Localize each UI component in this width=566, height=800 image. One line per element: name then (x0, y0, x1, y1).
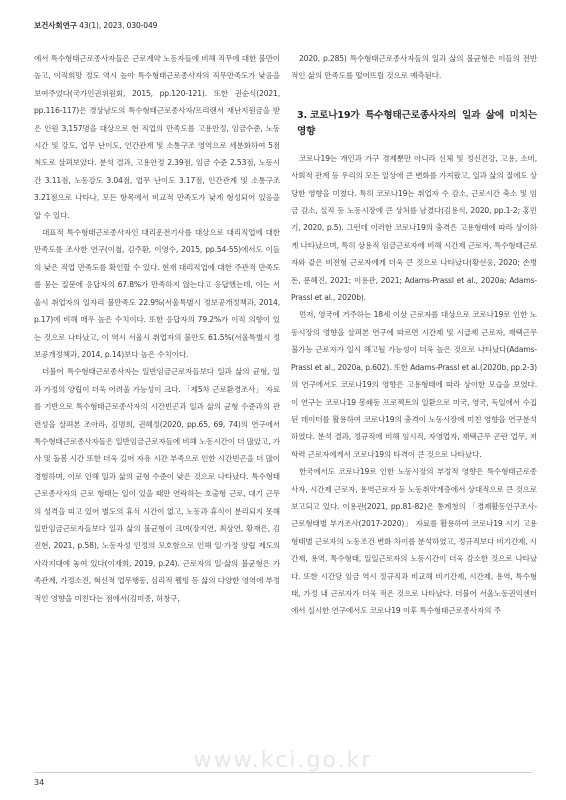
journal-citation: 43(1), 2023, 030-049 (76, 21, 158, 30)
section-heading (291, 108, 537, 140)
paragraph: 에서 특수형태근로종사자들은 근로계약 노동자들에 비해 직무에 대한 불만이 높고, 이직희망 정도 역시 높아 특수형태근로종사자의 직무만족도가 낮음을 보여주었다(국가인권위원회, 2015, pp.120-121). 또한 권순식(2021, pp.116-117)은 경상남도의 특수형태근로종사자/프리랜서 재난지원금을 받은 인원 3,157명을 대상으로 현 직업의 만족도를 고용안정, 임금수준, 노동시간 및 강도, 업무 난이도, 인간관계 및 소통구조 영역으로 세분화하여 5점 척도로 살펴보았다. 분석 결과, 고용안정 2.39점, 임금 수준 2.53점, 노동시간 3.11점, 노동강도 3.04점, 업무 난이도 3.17점, 인간관계 및 소통구조 3.21점으로 나타나, 모든 항목에서 비교적 만족도가 낮게 형성되어 있음을 알 수 있다. (34, 54, 280, 220)
running-header (34, 20, 157, 31)
paragraph: 더불어 특수형태근로종사자는 일반임금근로자들보다 일과 삶의 균형, 일과 가정의 양립이 더욱 어려울 가능성이 크다. 「제5차 근로환경조사」 자료를 기반으로 특수형태근로종사자의 시간빈곤과 일과 삶의 균형 수준과의 관련성을 살펴본 조아라, 김명희, 권혜정(2020, pp.65, 69, 74)의 연구에서 특수형태근로종사자들은 일반임금근로자들에 비해 노동시간이 더 많았고, 가사 및 돌봄 시간 또한 더욱 길어 자유 시간 부족으로 인한 시간빈곤을 더 많이 경험하며, 이로 인해 일과 삶의 균형 수준이 낮은 것으로 나타났다. 특수형태근로종사자의 근로 형태는 일이 있을 때만 연락하는 호출형 근로, 대기 근무의 성격을 띠고 있어 별도의 휴식 시간이 없고, 노동과 휴식이 분리되지 못해 일반임금근로자들보다 일과 삶의 불균형이 크며(장지연, 최상연, 황재은, 김진현, 2021, p.58), 노동자성 인정의 모호함으로 인해 일·가정 양립 제도의 사각지대에 놓여 있다(이재희, 2019, p.24). 근로자의 일·삶의 불균형은 가족관계, 가정소진, 혁신적 업무행동, 심리적 웰빙 등 삶의 다양한 영역에 부정적인 영향을 미친다는 점에서(김미종, 허창구, (34, 367, 280, 603)
journal-name: 보건사회연구 (34, 21, 77, 30)
watermark: www.kci.go.kr (193, 748, 373, 773)
paragraph: 코로나19는 개인과 가구 경제뿐만 아니라 신체 및 정신건강, 고용, 소비, 사회적 관계 등 우리의 모든 일상에 큰 변화를 가져왔고, 일과 삶의 질에도 상당한 영향을 미쳤다. 특히 코로나19는 취업자 수 감소, 근로시간 축소 및 임금 감소, 실직 등 노동시장에 큰 상처를 남겼다(김용식, 2020, pp.1-2; 홍민기, 2020, p.5). 그런데 이러한 코로나19의 충격은 고용형태에 따라 상이하게 나타났으며, 특히 상용직 임금근로자에 비해 시간제 근로자, 특수형태근로자와 같은 비전형 근로자에게 더욱 큰 것으로 나타났다(황선웅, 2020; 손병돈, 문혜진, 2021; 이용관, 2021; Adams-Prassl et al., 2020a; Adams-Prassl et al., 2020b). (291, 153, 537, 303)
right-column (291, 50, 537, 620)
footer-divider (34, 772, 532, 773)
paragraph: 2020, p.285) 특수형태근로종사자들의 일과 삶의 불균형은 이들의 전반적인 삶의 만족도를 떨어뜨릴 것으로 예측된다. (291, 54, 537, 81)
page-number: 34 (34, 778, 45, 787)
paragraph: 대표적 특수형태근로종사자인 대리운전기사를 대상으로 대리직업에 대한 만족도를 조사한 연구(이철, 김주환, 이영수, 2015, pp.54-55)에서도 이들의 낮은 직업 만족도를 확인할 수 있다. 현재 대리직업에 대한 주관적 만족도를 묻는 질문에 응답자의 67.8%가 만족하지 않는다고 응답했는데, 이는 서울시 취업자의 일자리 불만족도 22.9%(서울특별시 정보공개정책과, 2014, p.17)에 비해 매우 높은 수치이다. 또한 응답자의 79.2%가 이직 의향이 있는 것으로 나타났고, 이 역시 서울시 취업자의 불안도 61.5%(서울특별시 정보공개정책과, 2014, p.14)보다 높은 수치이다. (34, 228, 280, 359)
paragraph: 먼저, 영국에 거주하는 18세 이상 근로자를 대상으로 코로나19로 인한 노동시장의 영향을 살펴본 연구에 따르면 시간제 및 시급제 근로자, 재택근무 불가능 근로자가 일시 해고될 가능성이 더욱 높은 것으로 나타났다(Adams-Prassl et al., 2020a, p.602). 또한 Adams-Prassl et al.(2020b, pp.2-3)의 연구에서도 코로나19의 영향은 고용형태에 따라 상이한 모습을 보였다. 이 연구는 코로나19 봉쇄동 프로젝트의 일환으로 미국, 영국, 독일에서 수집된 데이터를 활용하여 코로나19의 충격이 노동시장에 미친 영향을 연구분석하였다. 분석 결과, 정규직에 비해 임시직, 자영업자, 재택근무 곤란 업무, 저학력 근로자에게서 코로나19의 타격이 큰 것으로 나타났다. (291, 310, 537, 459)
left-column (34, 50, 280, 607)
section-title: 코로나19가 특수형태근로종사자의 일과 삶에 미치는 영향 (297, 109, 537, 137)
paragraph: 한국에서도 코로나19로 인한 노동시장의 부정적 영향은 특수형태근로종사자, 시간제 근로자, 용역근로자 등 노동취약계층에서 상대적으로 큰 것으로 보고되고 있다. 이용관(2021, pp.81-82)은 통계청의 「경제활동인구조사-근로형태별 부가조사(2017-2020)」 자료를 활용하여 코로나19 시기 고용형태별 근로자의 노동조건 변화 차이를 분석하였고, 정규직보다 비기간제, 시간제, 용역, 특수형태, 일일근로자의 노동시간이 더욱 감소한 것으로 나타났다. 또한 시간당 임금 역시 정규직과 비교해 비기간제, 시간제, 용역, 특수형태, 가정 내 근로자가 더욱 적은 것으로 나타났다. 더불어 서울노동권익센터에서 실시한 연구에서도 코로나19 이후 특수형태근로종사자의 주 (291, 467, 537, 616)
section-number: 3. (297, 109, 308, 121)
